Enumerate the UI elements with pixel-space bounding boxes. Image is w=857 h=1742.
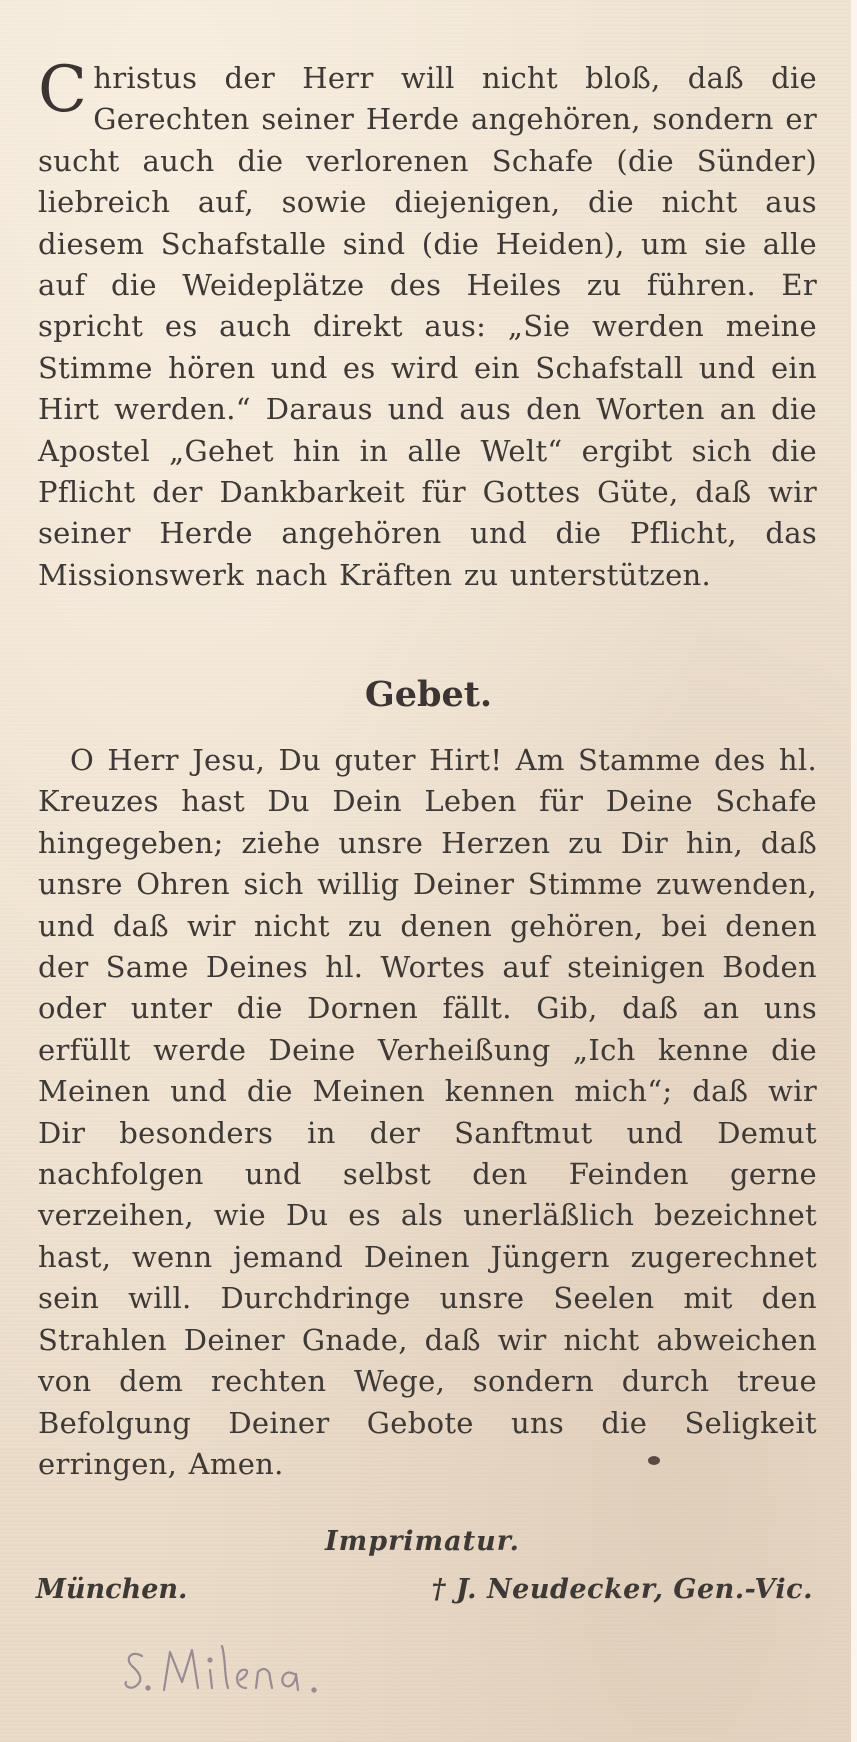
city-label: München. xyxy=(36,1574,188,1605)
drop-cap: C xyxy=(38,53,88,127)
prayer-text: O Herr Jesu, Du guter Hirt! Am Stamme des hl. Kreuzes hast Du Dein Leben für Deine Schafe hingegeben; ziehe unsre Herzen zu Dir hin, daß unsre Ohren sich willig Deiner Stimme zuwenden, und daß wir nicht zu denen gehören, bei denen der Same Deines hl. Wortes auf steinigen Boden oder unter die Dornen fällt. Gib, daß an uns erfüllt werde Deine Verheißung „Ich kenne die Meinen und die Meinen kennen mich“; daß wir Dir besonders in der Sanftmut und Demut nachfolgen und selbst den Feinden gerne verzeihen, wie Du es als unerläßlich bezeichnet hast, wenn jemand Deinen Jüngern zugerechnet sein will. Durchdringe unsre Seelen mit den Strahlen Deiner Gnade, daß wir nicht abweichen von dem rechten Wege, sondern durch treue Befolgung Deiner Gebote uns die Seligkeit erringen, Amen. xyxy=(38,743,817,1481)
intro-paragraph xyxy=(38,53,817,596)
ink-blot xyxy=(648,1456,660,1465)
intro-text: hristus der Herr will nicht bloß, daß die Gerechten seiner Herde angehören, sondern er sucht auch die verlorenen Schafe (die Sünder) liebreich auf, sowie diejenigen, die nicht aus diesem Schafstalle sind (die Heiden), um sie alle auf die Weideplätze des Heiles zu führen. Er spricht es auch direkt aus: „Sie werden meine Stimme hören und es wird ein Schafstall und ein Hirt werden.“ Daraus und aus den Worten an die Apostel „Gehet hin in alle Welt“ ergibt sich die Pflicht der Dankbarkeit für Gottes Güte, daß wir seiner Herde angehören und die Pflicht, das Missionswerk nach Kräften zu unterstützen. xyxy=(38,61,817,592)
handwritten-signature xyxy=(118,1626,398,1726)
prayer-heading: Gebet. xyxy=(364,674,493,715)
signer-label: † J. Neudecker, Gen.-Vic. xyxy=(431,1574,813,1605)
imprimatur-label: Imprimatur. xyxy=(325,1526,520,1557)
